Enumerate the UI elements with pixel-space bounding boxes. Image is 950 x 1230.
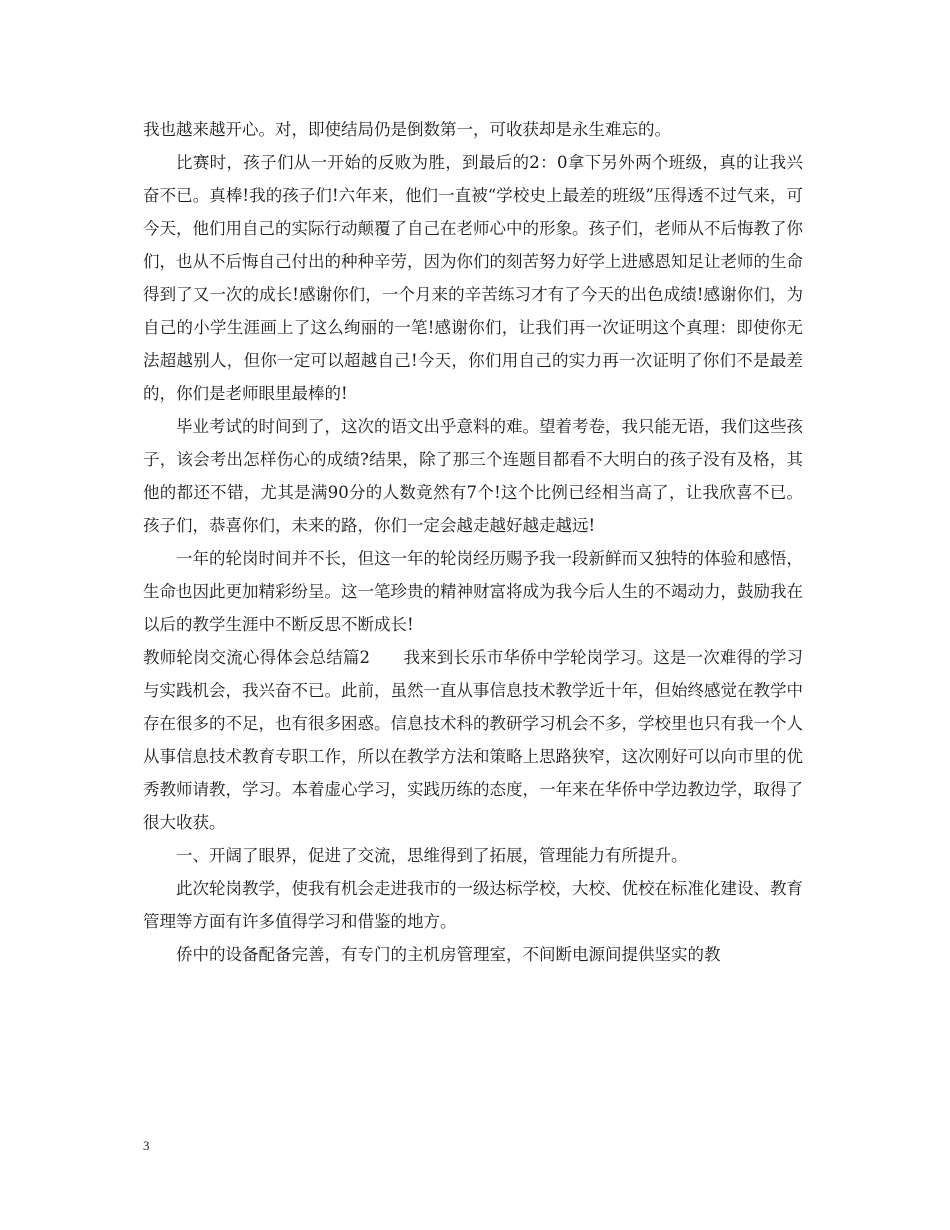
paragraph-7: 此次轮岗教学，使我有机会走进我市的一级达标学校，大校、优校在标准化建设、教育管理等方面有许多值得学习和借鉴的地方。	[143, 879, 803, 931]
document-body	[143, 113, 803, 971]
paragraph-2: 比赛时，孩子们从一开始的反败为胜，到最后的2：0拿下另外两个班级，真的让我兴奋不已。真棒!我的孩子们!六年来，他们一直被“学校史上最差的班级”压得透不过气来，可今天，他们用自己的实际行动颠覆了自己在老师心中的形象。孩子们，老师从不后悔教了你们，也从不后悔自己付出的种种辛劳，因为你们的刻苦努力好学上进感恩知足让老师的生命得到了又一次的成长!感谢你们，一个月来的辛苦练习才有了今天的出色成绩!感谢你们，为自己的小学生涯画上了这么绚丽的一笔!感谢你们，让我们再一次证明这个真理：即使你无法超越别人，但你一定可以超越自己!今天，你们用自己的实力再一次证明了你们不是最差的，你们是老师眼里最棒的!	[143, 153, 803, 403]
paragraph-8: 侨中的设备配备完善，有专门的主机房管理室，不间断电源间提供坚实的教	[176, 945, 721, 964]
paragraph-1: 我也越来越开心。对，即使结局仍是倒数第一，可收获却是永生难忘的。	[143, 120, 671, 139]
paragraph-6: 一、开阔了眼界，促进了交流，思维得到了拓展，管理能力有所提升。	[176, 846, 688, 865]
paragraph-5-section-heading: 教师轮岗交流心得体会总结篇2 我来到长乐市华侨中学轮岗学习。这是一次难得的学习与实践机会，我兴奋不已。此前，虽然一直从事信息技术教学近十年，但始终感觉在教学中存在很多的不足，也有很多困惑。信息技术科的教研学习机会不多，学校里也只有我一个人从事信息技术教育专职工作，所以在教学方法和策略上思路狭窄，这次刚好可以向市里的优秀教师请教，学习。本着虚心学习，实践历练的态度，一年来在华侨中学边教边学，取得了很大收获。	[143, 648, 803, 832]
page-number: 3	[143, 1138, 150, 1153]
paragraph-4: 一年的轮岗时间并不长，但这一年的轮岗经历赐予我一段新鲜而又独特的体验和感悟，生命也因此更加精彩纷呈。这一笔珍贵的精神财富将成为我今后人生的不竭动力，鼓励我在以后的教学生涯中不断反思不断成长!	[143, 549, 803, 634]
paragraph-3: 毕业考试的时间到了，这次的语文出乎意料的难。望着考卷，我只能无语，我们这些孩子，该会考出怎样伤心的成绩?结果，除了那三个连题目都看不大明白的孩子没有及格，其他的都还不错，尤其是满90分的人数竟然有7个!这个比例已经相当高了，让我欣喜不已。孩子们，恭喜你们，未来的路，你们一定会越走越好越走越远!	[143, 417, 803, 535]
